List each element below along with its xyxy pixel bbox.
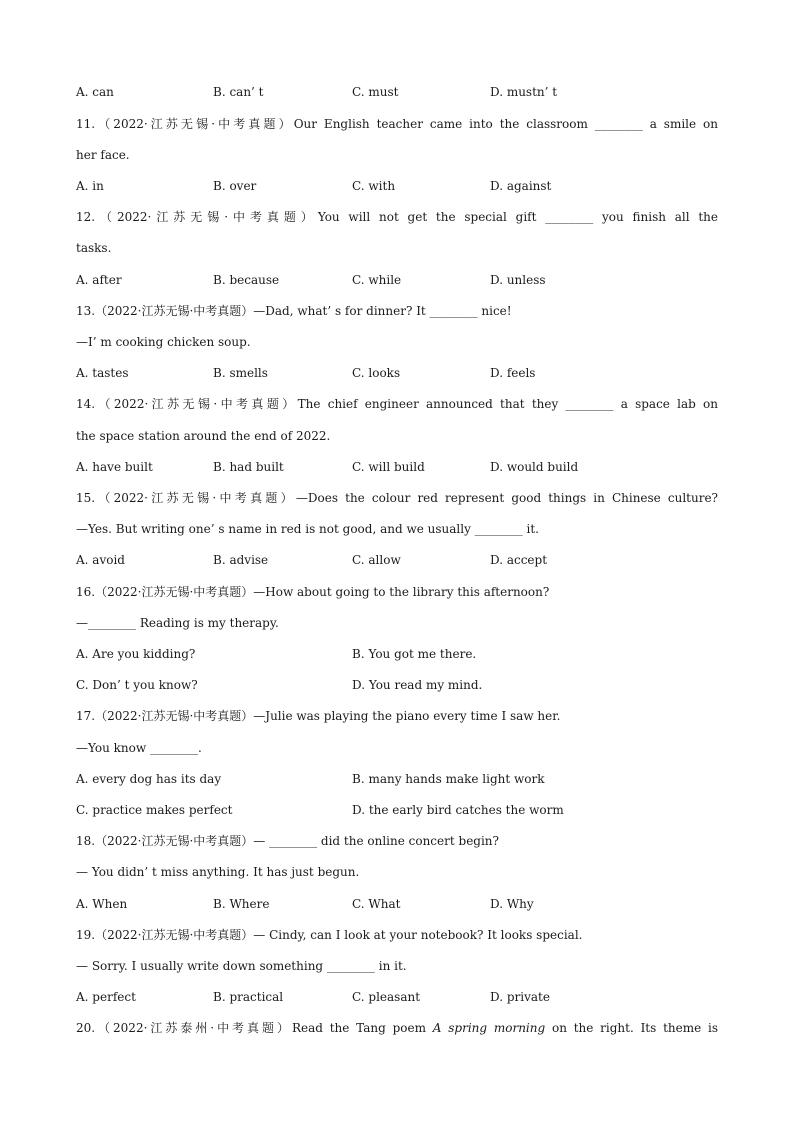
q11-stem-line2: her face. — [76, 148, 130, 162]
q14-option-b[interactable]: B. had built — [213, 460, 284, 474]
q12-option-c[interactable]: C. while — [352, 273, 402, 287]
q13-option-b[interactable]: B. smells — [213, 366, 268, 380]
q13-stem-line2: —I’ m cooking chicken soup. — [76, 335, 251, 349]
q16-option-a[interactable]: A. Are you kidding? — [76, 647, 196, 661]
q16-options-row1 — [76, 644, 718, 664]
q19-options — [76, 987, 718, 1007]
q12-stem-line2: tasks. — [76, 241, 112, 255]
q10-option-a[interactable]: A. can — [76, 85, 114, 99]
q15-option-b[interactable]: B. advise — [213, 553, 269, 567]
q17-option-b[interactable]: B. many hands make light work — [352, 772, 545, 786]
q17-option-a[interactable]: A. every dog has its day — [76, 772, 222, 786]
q11-option-a[interactable]: A. in — [76, 179, 104, 193]
q13-stem-line1: 13.（2022·江苏无锡·中考真题）—Dad, what’ s for dinner? It ________ nice! — [76, 304, 512, 318]
q19-stem-line2: — Sorry. I usually write down something ________ in it. — [76, 959, 407, 973]
q17-stem-line1: 17.（2022·江苏无锡·中考真题）—Julie was playing the piano every time I saw her. — [76, 709, 561, 723]
q15-option-a[interactable]: A. avoid — [76, 553, 125, 567]
q18-stem-line1: 18.（2022·江苏无锡·中考真题）— ________ did the online concert begin? — [76, 834, 499, 848]
q13-option-c[interactable]: C. looks — [352, 366, 401, 380]
q16-stem-line1: 16.（2022·江苏无锡·中考真题）—How about going to the library this afternoon? — [76, 585, 550, 599]
q12-options — [76, 270, 718, 290]
q20-stem-after: on the right. Its theme is — [545, 1021, 718, 1035]
q20-poem-title: A spring morning — [432, 1021, 546, 1035]
q19-option-b[interactable]: B. practical — [213, 990, 284, 1004]
q16-options-row2 — [76, 675, 718, 695]
q17-option-d[interactable]: D. the early bird catches the worm — [352, 803, 564, 817]
q12-option-a[interactable]: A. after — [76, 273, 122, 287]
q10-options — [76, 82, 718, 102]
q17-options-row1 — [76, 769, 718, 789]
q16-stem-line2: —________ Reading is my therapy. — [76, 616, 279, 630]
q11-stem-line1: 11.（2022·江苏无锡·中考真题）Our English teacher came into the classroom ________ a smile on — [76, 117, 718, 131]
q11-option-c[interactable]: C. with — [352, 179, 396, 193]
q13-option-a[interactable]: A. tastes — [76, 366, 129, 380]
q14-option-c[interactable]: C. will build — [352, 460, 425, 474]
q15-options — [76, 550, 718, 570]
q17-option-c[interactable]: C. practice makes perfect — [76, 803, 233, 817]
q18-stem-line2: — You didn’ t miss anything. It has just begun. — [76, 865, 360, 879]
q12-option-b[interactable]: B. because — [213, 273, 280, 287]
q11-options — [76, 176, 718, 196]
q18-option-a[interactable]: A. When — [76, 897, 128, 911]
q14-stem-line1: 14.（2022·江苏无锡·中考真题）The chief engineer announced that they ________ a space lab on — [76, 397, 718, 411]
q20-stem-before: 20.（2022·江苏泰州·中考真题）Read the Tang poem — [76, 1021, 433, 1035]
q11-option-b[interactable]: B. over — [213, 179, 257, 193]
q18-option-c[interactable]: C. What — [352, 897, 401, 911]
q17-stem-line2: —You know ________. — [76, 741, 202, 755]
q15-stem-line2: —Yes. But writing one’ s name in red is not good, and we usually ________ it. — [76, 522, 539, 536]
q19-option-c[interactable]: C. pleasant — [352, 990, 421, 1004]
q16-option-b[interactable]: B. You got me there. — [352, 647, 477, 661]
q12-option-d[interactable]: D. unless — [490, 273, 546, 287]
q17-options-row2 — [76, 800, 718, 820]
q15-option-d[interactable]: D. accept — [490, 553, 548, 567]
q14-stem-line2: the space station around the end of 2022. — [76, 429, 331, 443]
q19-stem-line1: 19.（2022·江苏无锡·中考真题）— Cindy, can I look at your notebook? It looks special. — [76, 928, 583, 942]
q15-option-c[interactable]: C. allow — [352, 553, 401, 567]
q19-option-d[interactable]: D. private — [490, 990, 550, 1004]
q13-option-d[interactable]: D. feels — [490, 366, 536, 380]
q14-option-a[interactable]: A. have built — [76, 460, 153, 474]
q18-option-d[interactable]: D. Why — [490, 897, 534, 911]
q16-option-d[interactable]: D. You read my mind. — [352, 678, 483, 692]
q13-options — [76, 363, 718, 383]
q15-stem-line1: 15.（2022·江苏无锡·中考真题）—Does the colour red represent good things in Chinese culture? — [76, 491, 718, 505]
q12-stem-line1: 12.（2022·江苏无锡·中考真题）You will not get the special gift ________ you finish all the — [76, 210, 718, 224]
q10-option-d[interactable]: D. mustn’ t — [490, 85, 558, 99]
q18-option-b[interactable]: B. Where — [213, 897, 270, 911]
q10-option-c[interactable]: C. must — [352, 85, 399, 99]
q18-options — [76, 894, 718, 914]
q14-option-d[interactable]: D. would build — [490, 460, 579, 474]
q11-option-d[interactable]: D. against — [490, 179, 552, 193]
q14-options — [76, 457, 718, 477]
q10-option-b[interactable]: B. can’ t — [213, 85, 264, 99]
q16-option-c[interactable]: C. Don’ t you know? — [76, 678, 198, 692]
q19-option-a[interactable]: A. perfect — [76, 990, 136, 1004]
q20-stem-line1 — [76, 1018, 718, 1038]
